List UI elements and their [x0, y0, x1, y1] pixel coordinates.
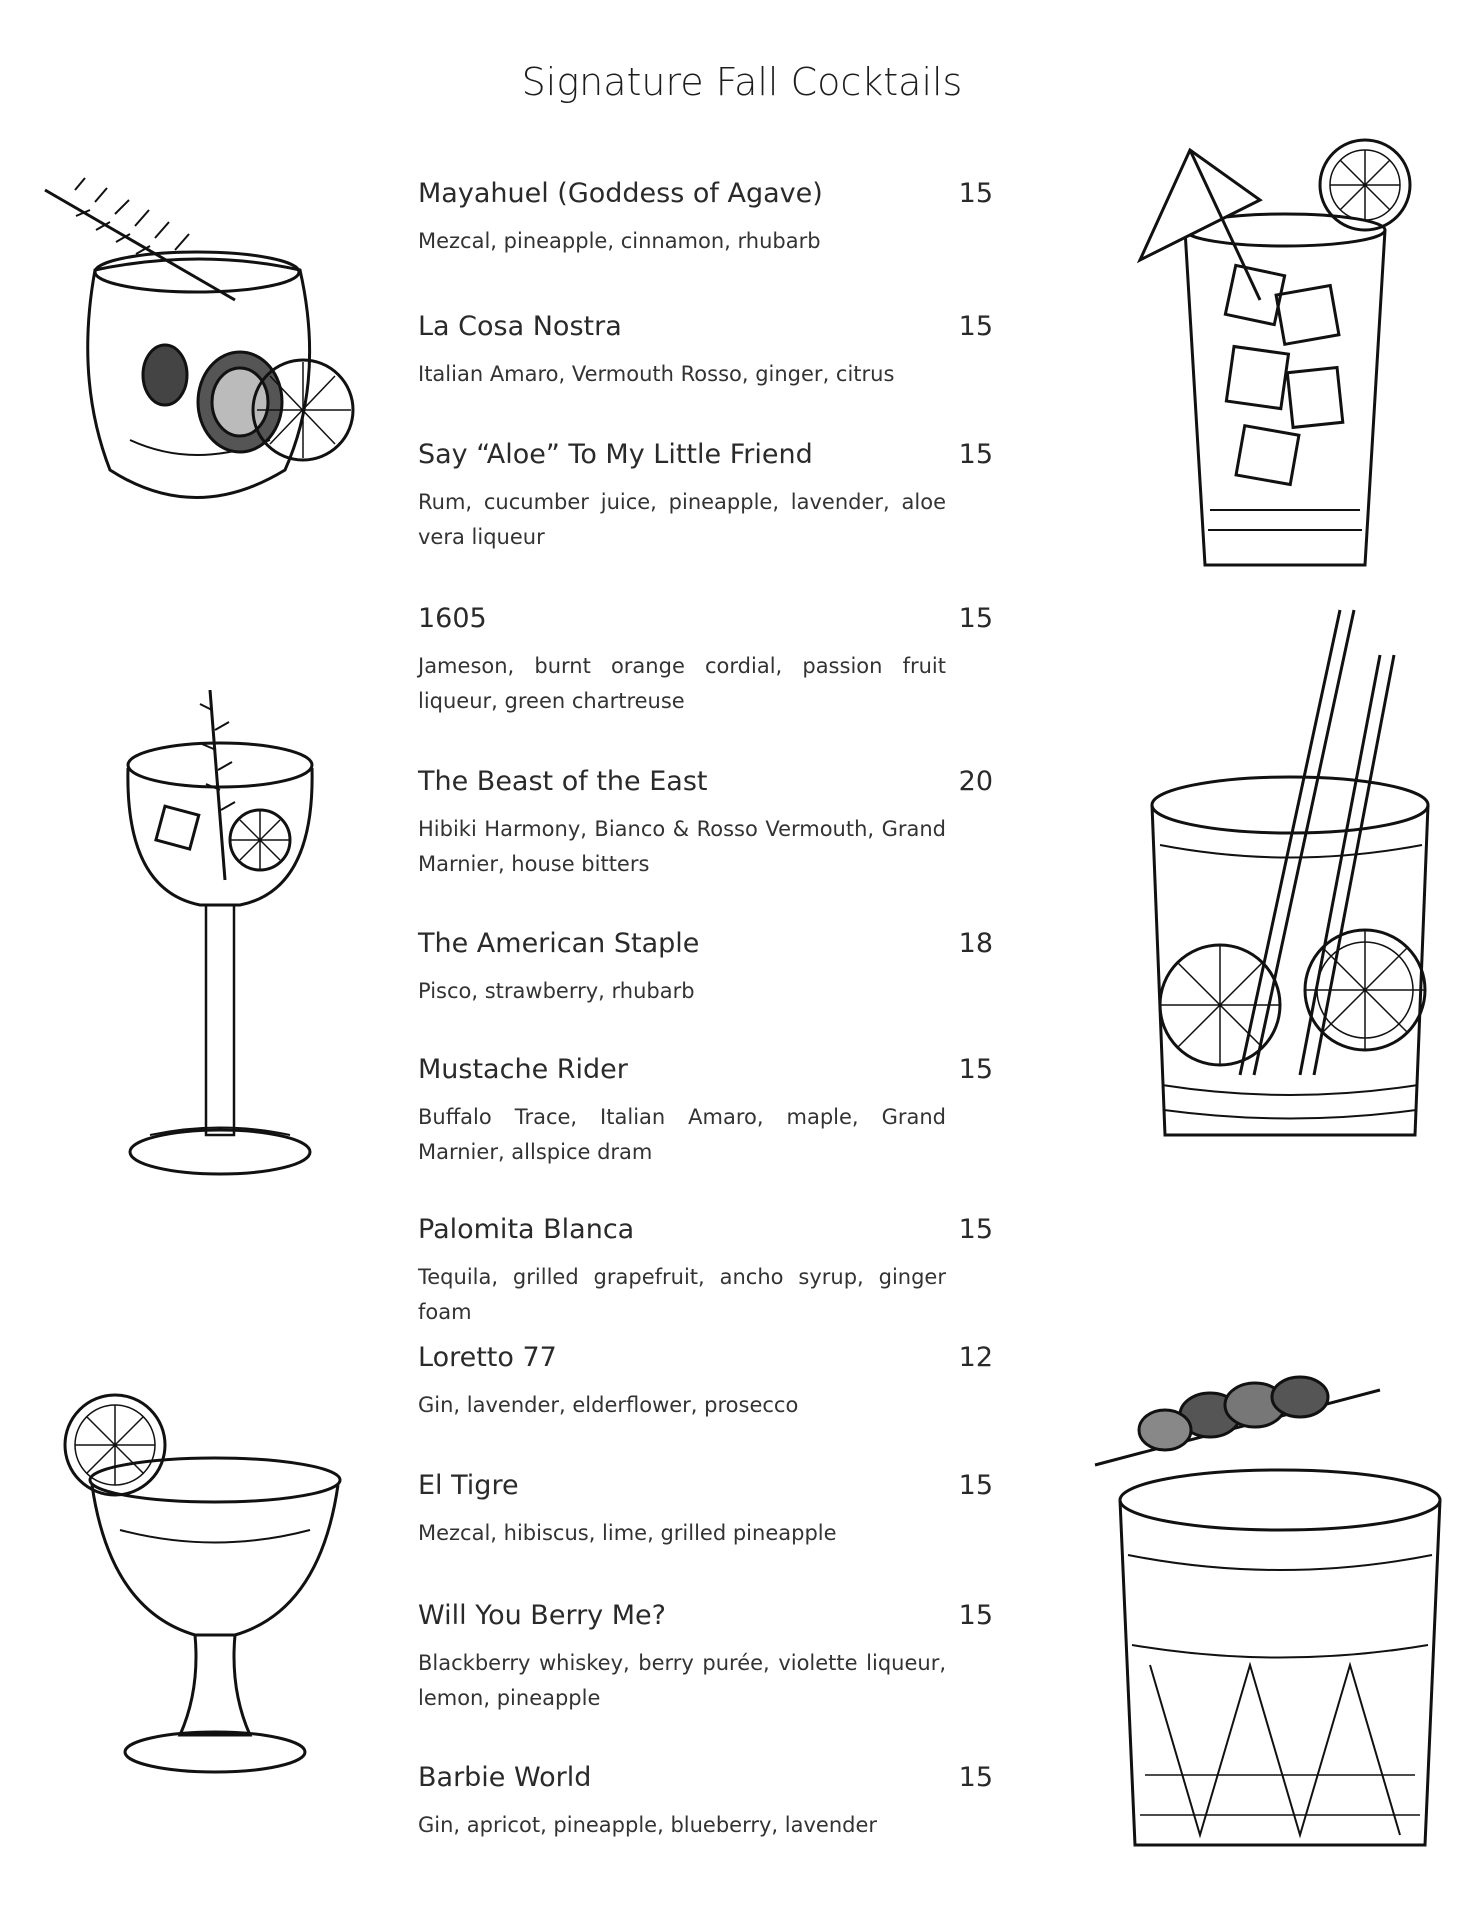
item-price: 15: [958, 1762, 993, 1793]
item-name: Mayahuel (Goddess of Agave): [418, 178, 823, 209]
menu-title: Signature Fall Cocktails: [521, 60, 963, 104]
menu-item: [418, 1342, 993, 1423]
item-price: 15: [958, 603, 993, 634]
menu-item: [418, 1054, 993, 1170]
menu-item: [418, 311, 993, 392]
item-price: 15: [958, 1214, 993, 1245]
menu-item: [418, 439, 993, 555]
cut-glass-skewer-illustration: [1090, 1355, 1470, 1865]
highball-umbrella-illustration: [1130, 110, 1430, 580]
menu-item: [418, 1470, 993, 1551]
item-price: 15: [958, 1600, 993, 1631]
menu-item: [418, 178, 993, 259]
item-price: 15: [958, 1470, 993, 1501]
item-description: Blackberry whiskey, berry purée, violette liqueur, lemon, pineapple: [418, 1651, 946, 1710]
menu-item: [418, 928, 993, 1009]
item-description: Pisco, strawberry, rhubarb: [418, 979, 695, 1003]
item-name: 1605: [418, 603, 487, 634]
gin-balloon-rosemary-illustration: [120, 690, 320, 1190]
item-description: Gin, lavender, elderflower, prosecco: [418, 1393, 799, 1417]
rocks-glass-rosemary-fig-illustration: [35, 140, 365, 530]
item-price: 12: [958, 1342, 993, 1373]
item-name: El Tigre: [418, 1470, 519, 1501]
item-description: Italian Amaro, Vermouth Rosso, ginger, citrus: [418, 362, 895, 386]
menu-item: [418, 1214, 993, 1330]
item-price: 20: [958, 766, 993, 797]
item-name: Barbie World: [418, 1762, 592, 1793]
item-description: Gin, apricot, pineapple, blueberry, lavender: [418, 1813, 878, 1837]
item-name: La Cosa Nostra: [418, 311, 622, 342]
menu-item: [418, 766, 993, 882]
item-name: The Beast of the East: [418, 766, 708, 797]
item-description: Buffalo Trace, Italian Amaro, maple, Grand Marnier, allspice dram: [418, 1105, 946, 1164]
coupe-lemon-wheel-illustration: [50, 1390, 350, 1790]
item-price: 15: [958, 1054, 993, 1085]
item-name: Will You Berry Me?: [418, 1600, 666, 1631]
menu-item: [418, 603, 993, 719]
item-name: The American Staple: [418, 928, 700, 959]
item-name: Loretto 77: [418, 1342, 557, 1373]
item-price: 15: [958, 439, 993, 470]
item-description: Hibiki Harmony, Bianco & Rosso Vermouth, Grand Marnier, house bitters: [418, 817, 946, 876]
rocks-glass-straws-orange-illustration: [1140, 605, 1440, 1165]
item-description: Tequila, grilled grapefruit, ancho syrup, ginger foam: [418, 1265, 946, 1324]
item-price: 18: [958, 928, 993, 959]
item-description: Mezcal, hibiscus, lime, grilled pineapple: [418, 1521, 837, 1545]
item-description: Rum, cucumber juice, pineapple, lavender, aloe vera liqueur: [418, 490, 946, 549]
item-name: Palomita Blanca: [418, 1214, 635, 1245]
menu-item: [418, 1762, 993, 1843]
item-price: 15: [958, 311, 993, 342]
item-description: Mezcal, pineapple, cinnamon, rhubarb: [418, 229, 821, 253]
item-name: Mustache Rider: [418, 1054, 628, 1085]
item-name: Say “Aloe” To My Little Friend: [418, 439, 813, 470]
item-price: 15: [958, 178, 993, 209]
item-description: Jameson, burnt orange cordial, passion fruit liqueur, green chartreuse: [418, 654, 946, 713]
menu-item: [418, 1600, 993, 1716]
